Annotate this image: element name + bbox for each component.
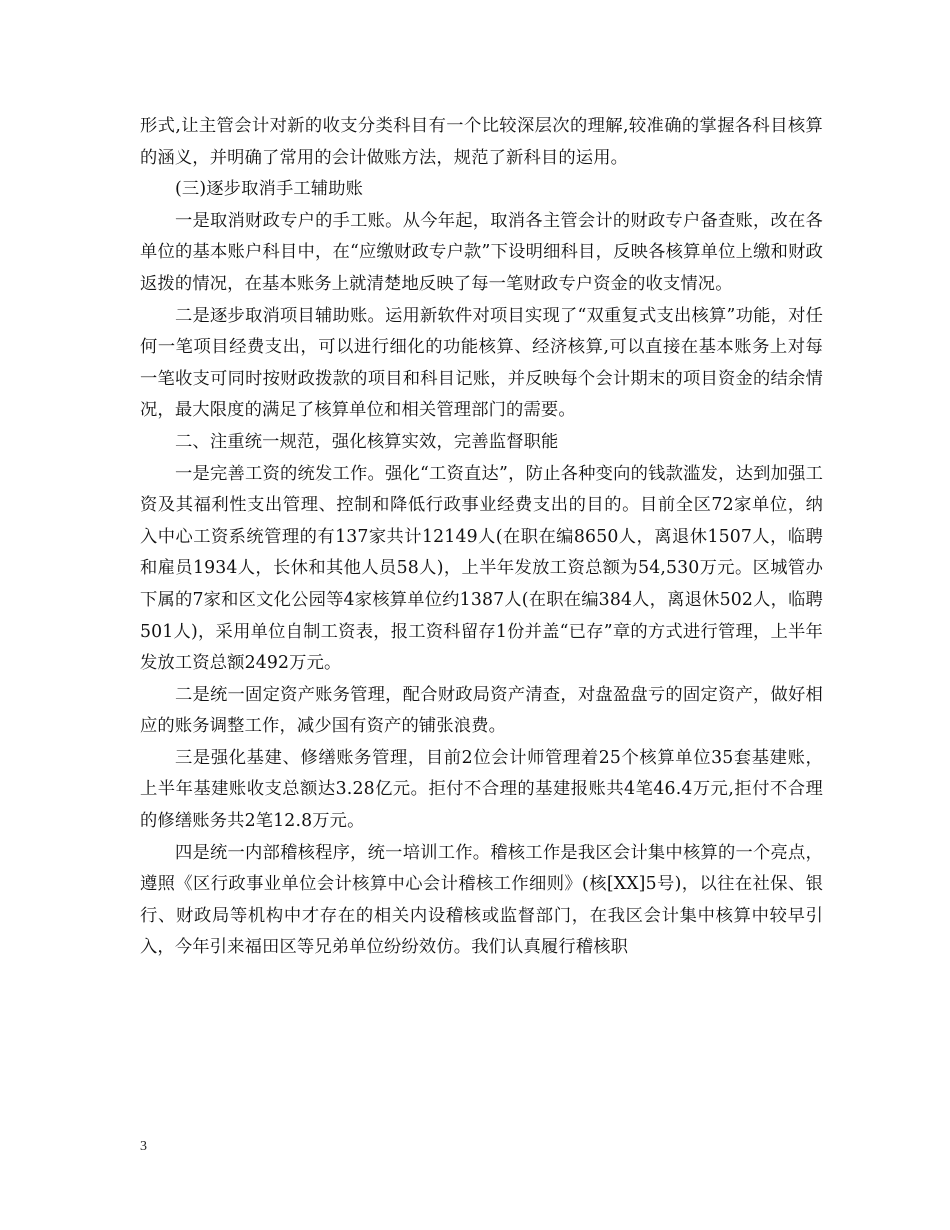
paragraph-continuation: 形式,让主管会计对新的收支分类科目有一个比较深层次的理解,较准确的掌握各科目核算的涵义，并明确了常用的会计做账方法，规范了新科目的运用。 [140,116,823,168]
paragraph-fixed-assets: 二是统一固定资产账务管理，配合财政局资产清查，对盘盈盘亏的固定资产，做好相应的账务调整工作，减少国有资产的铺张浪费。 [140,684,823,737]
paragraph-fiscal-account: 一是取消财政专户的手工账。从今年起，取消各主管会计的财政专户备查账，改在各单位的基本账户科目中，在“应缴财政专户款”下设明细科目，反映各核算单位上缴和财政返拨的情况，在基本账务上就清楚地反映了每一笔财政专户资金的收支情况。 [140,210,823,294]
body-text [140,111,823,964]
paragraph-payroll: 一是完善工资的统发工作。强化“工资直达”，防止各种变向的钱款滥发，达到加强工资及其福利性支出管理、控制和降低行政事业经费支出的目的。目前全区72家单位，纳入中心工资系统管理的有137家共计12149人(在职在编8650人，离退休1507人，临聘和雇员1934人，长休和其他人员58人)，上半年发放工资总额为54,530万元。区城管办下属的7家和区文化公园等4家核算单位约1387人(在职在编384人，离退休502人，临聘501人)，采用单位自制工资表，报工资科留存1份并盖“已存”章的方式进行管理，上半年发放工资总额2492万元。 [140,463,823,674]
paragraph-internal-audit: 四是统一内部稽核程序，统一培训工作。稽核工作是我区会计集中核算的一个亮点，遵照《区行政事业单位会计核算中心会计稽核工作细则》(核[XX]5号)，以往在社保、银行、财政局等机构中才存在的相关内设稽核或监督部门，在我区会计集中核算中较早引入，今年引来福田区等兄弟单位纷纷效仿。我们认真履行稽核职 [140,842,823,958]
page-number: 3 [140,1139,147,1154]
section-heading-standardization: 二、注重统一规范，强化核算实效，完善监督职能 [175,431,559,452]
section-heading-manual-ledgers: (三)逐步取消手工辅助账 [175,179,364,200]
paragraph-capital-construction: 三是强化基建、修缮账务管理，目前2位会计师管理着25个核算单位35套基建账，上半年基建账收支总额达3.28亿元。拒付不合理的基建报账共4笔46.4万元,拒付不合理的修缮账务共2笔12.8万元。 [140,747,823,832]
paragraph-project-ledger: 二是逐步取消项目辅助账。运用新软件对项目实现了“双重复式支出核算”功能，对任何一笔项目经费支出，可以进行细化的功能核算、经济核算,可以直接在基本账务上对每一笔收支可同时按财政拨款的项目和科目记账，并反映每个会计期末的项目资金的结余情况，最大限度的满足了核算单位和相关管理部门的需要。 [140,305,823,421]
